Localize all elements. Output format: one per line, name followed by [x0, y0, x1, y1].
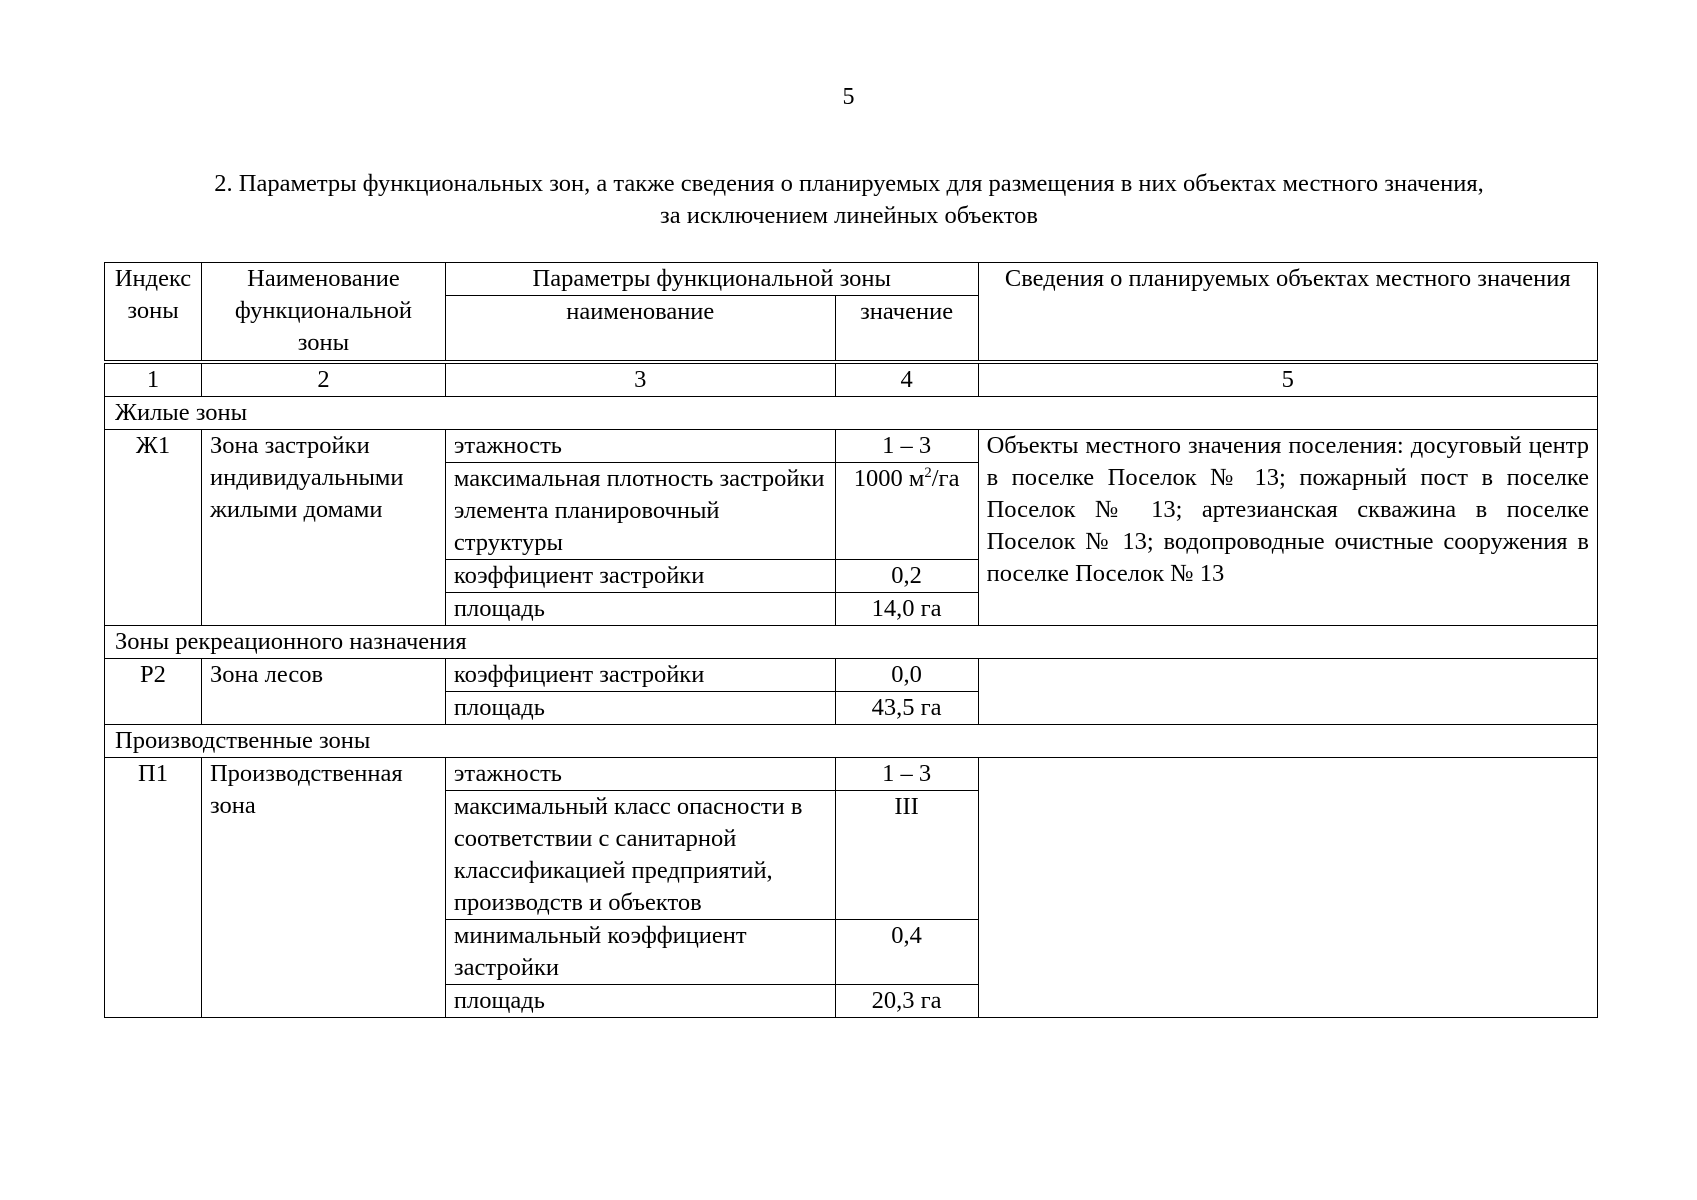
planned-objects: [978, 430, 1597, 626]
column-number: 3: [445, 362, 835, 397]
zone-name: Зона лесов: [201, 659, 445, 725]
parameter-name: площадь: [445, 985, 835, 1018]
header-planned-objects: Сведения о планируемых объектах местного значения: [978, 263, 1597, 363]
planned-objects: [978, 659, 1597, 725]
parameter-value: 0,2: [835, 560, 978, 593]
zone-index: Р2: [105, 659, 202, 725]
header-zone-name: Наименование функциональной зоны: [201, 263, 445, 363]
planned-object-item: досуговый центр в поселке Поселок № 13;: [986, 432, 1590, 491]
header-zone-index: Индекс зоны: [105, 263, 202, 363]
parameter-name: минимальный коэффициент застройки: [445, 920, 835, 985]
zones-table: [104, 262, 1598, 1018]
zone-index: П1: [105, 758, 202, 1018]
column-number: 1: [105, 362, 202, 397]
planned-objects: [978, 758, 1597, 1018]
group-title: Жилые зоны: [105, 397, 1598, 430]
planned-object-item: пожарный пост в поселке Поселок № 13;: [986, 464, 1589, 523]
parameter-name: максимальный класс опасности в соответствии с санитарной классификацией предприятий, производств и объектов: [445, 791, 835, 920]
parameter-name: коэффициент застройки: [445, 659, 835, 692]
planned-object-item: артезианская скважина в поселке Поселок № 13;: [986, 496, 1589, 555]
parameter-value: 43,5 га: [835, 692, 978, 725]
parameter-value-unit: /га: [931, 465, 960, 492]
parameter-value: 1 – 3: [835, 430, 978, 463]
parameter-value: 0,0: [835, 659, 978, 692]
zone-name: Производственная зона: [201, 758, 445, 1018]
parameter-value: 1 – 3: [835, 758, 978, 791]
header-zone-parameters: Параметры функциональной зоны: [445, 263, 978, 296]
section-title-line-2: за исключением линейных объектов: [660, 202, 1038, 229]
parameter-value-superscript: 2: [924, 464, 932, 481]
parameter-value: 14,0 га: [835, 593, 978, 626]
parameter-name: этажность: [445, 758, 835, 791]
parameter-name: этажность: [445, 430, 835, 463]
parameter-name: коэффициент застройки: [445, 560, 835, 593]
page-number: 5: [842, 84, 855, 110]
parameter-value: [835, 463, 978, 560]
planned-objects-heading: Объекты местного значения поселения:: [986, 432, 1404, 459]
column-number: 5: [978, 362, 1597, 397]
parameter-name: площадь: [445, 593, 835, 626]
column-number: 2: [201, 362, 445, 397]
table-row: [105, 659, 1598, 692]
zone-index: Ж1: [105, 430, 202, 626]
header-parameter-value: значение: [835, 296, 978, 363]
group-row: [105, 626, 1598, 659]
group-title: Производственные зоны: [105, 725, 1598, 758]
table-row: [105, 430, 1598, 463]
parameter-value: III: [835, 791, 978, 920]
parameter-value: 20,3 га: [835, 985, 978, 1018]
table-row: [105, 758, 1598, 791]
column-number: 4: [835, 362, 978, 397]
section-title-line-1: 2. Параметры функциональных зон, а также сведения о планируемых для размещения в них объектах местного значения,: [214, 170, 1484, 197]
parameter-value: 0,4: [835, 920, 978, 985]
group-row: [105, 397, 1598, 430]
group-row: [105, 725, 1598, 758]
planned-object-item: водопроводные очистные сооружения в поселке Поселок № 13: [986, 528, 1589, 587]
header-parameter-name: наименование: [445, 296, 835, 363]
parameter-name: максимальная плотность застройки элемента планировочный структуры: [445, 463, 835, 560]
column-numbers-row: [105, 362, 1598, 397]
zone-name: Зона застройки индивидуальными жилыми домами: [201, 430, 445, 626]
header-row: [105, 263, 1598, 296]
group-title: Зоны рекреационного назначения: [105, 626, 1598, 659]
section-title: [104, 168, 1594, 232]
parameter-name: площадь: [445, 692, 835, 725]
parameter-value-number: 1000 м: [853, 465, 925, 492]
